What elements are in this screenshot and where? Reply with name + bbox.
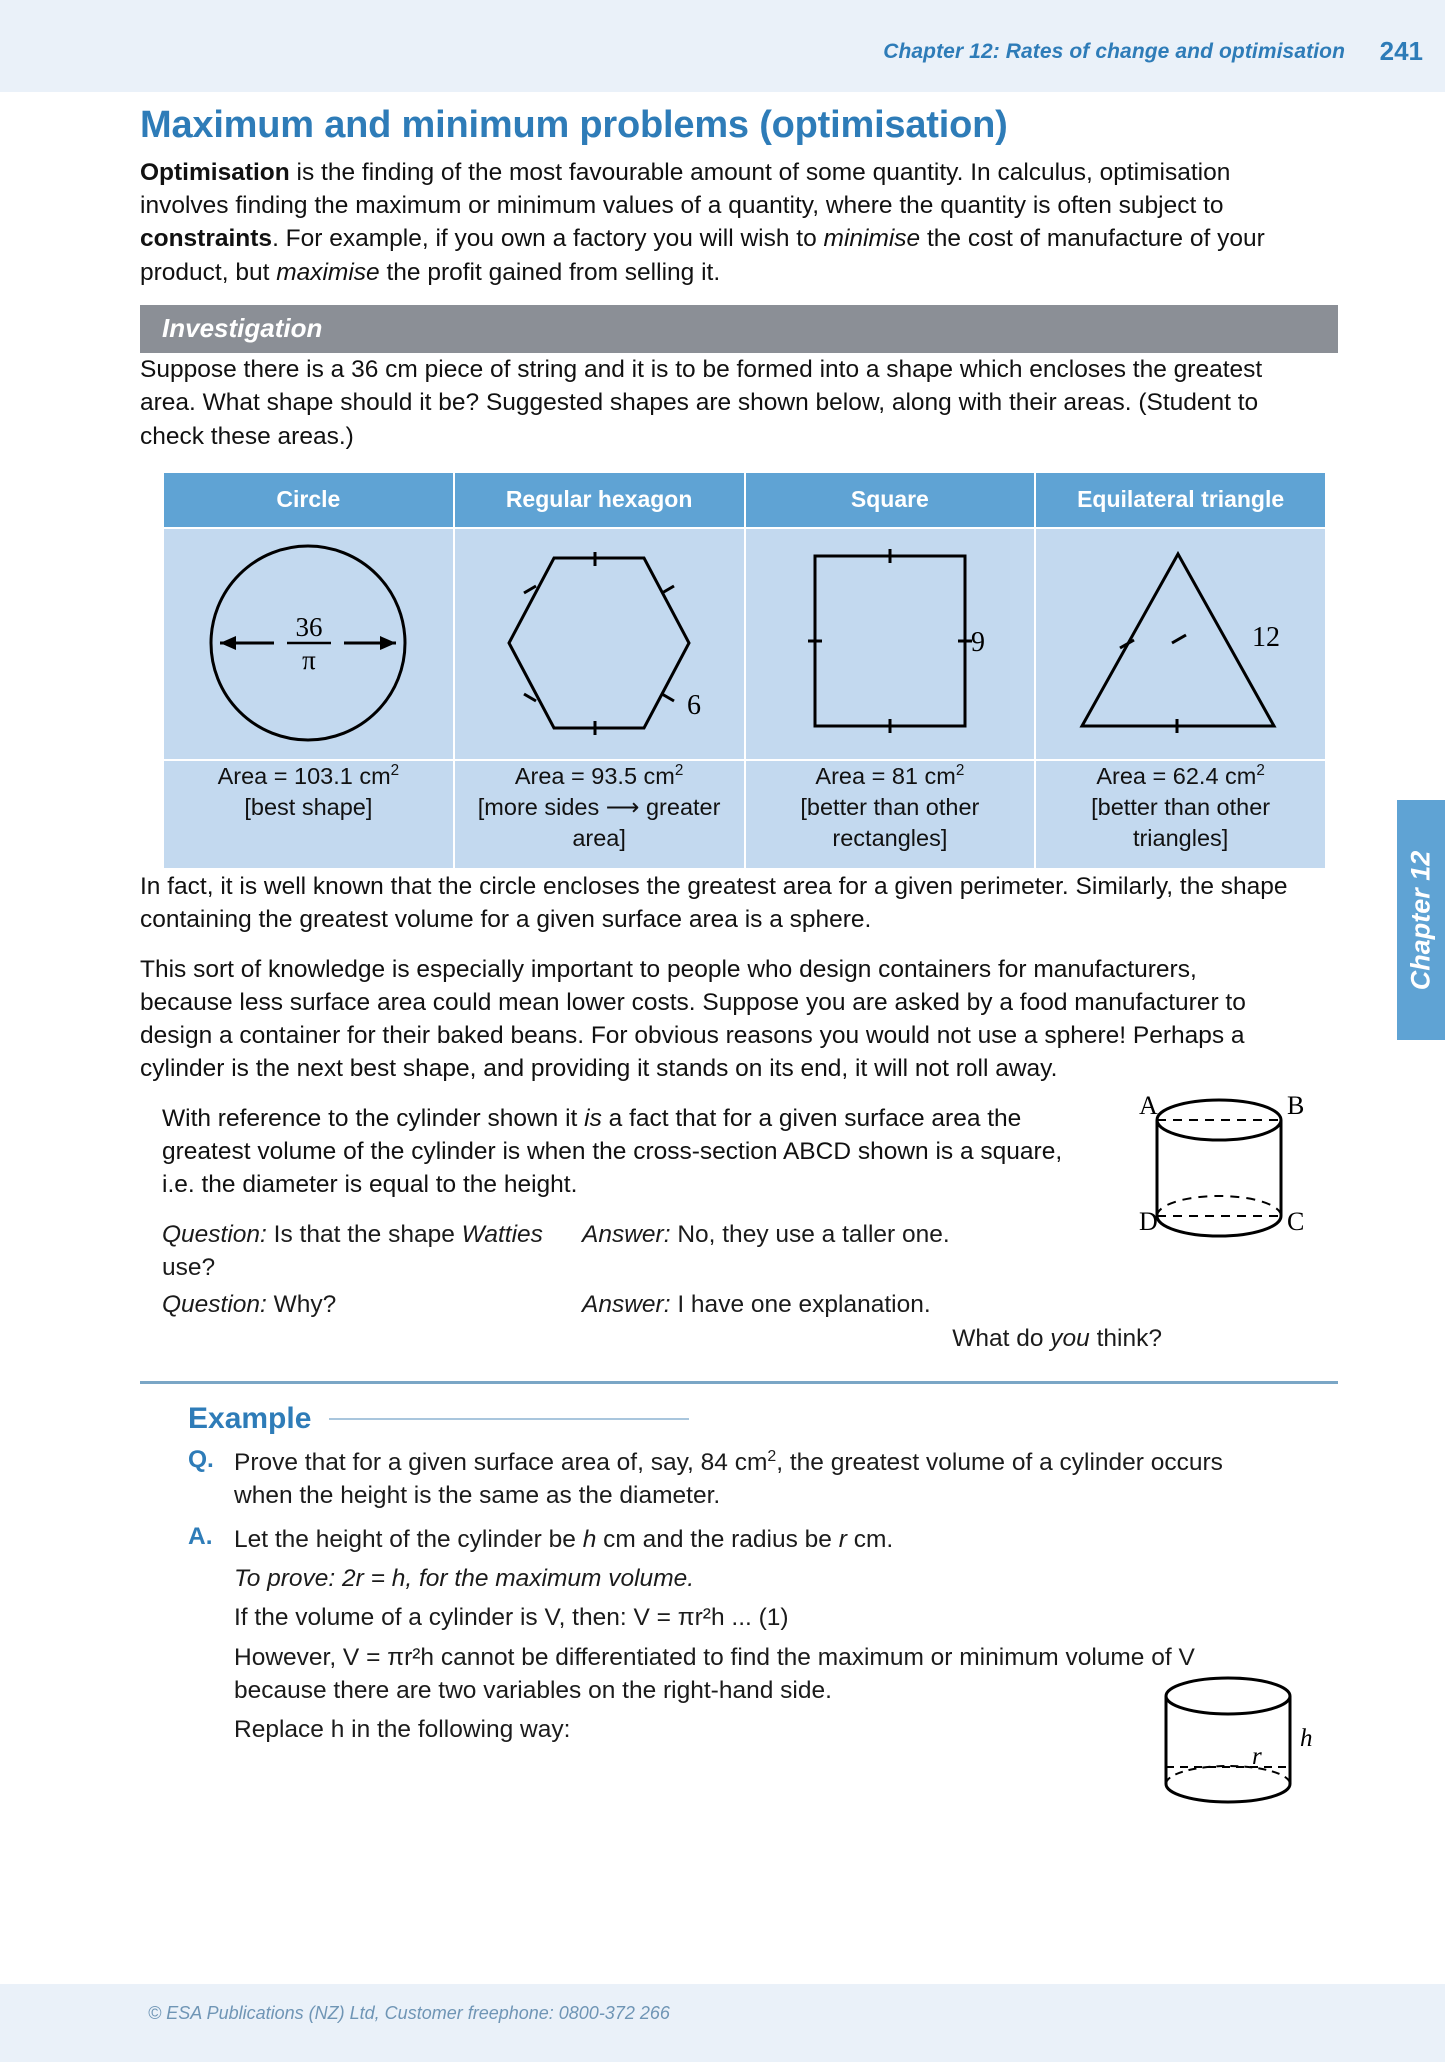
table-figure-row <box>163 528 1326 760</box>
question-1-label: Question: <box>162 1220 267 1248</box>
answer-2-line-2 <box>162 1322 1162 1355</box>
example-radius-label: r <box>1252 1743 1262 1770</box>
shapes-comparison-table <box>162 471 1327 870</box>
cylinder-label-d: D <box>1139 1206 1158 1236</box>
question-2-label: Question: <box>162 1291 267 1319</box>
example-heading-rule <box>329 1418 689 1420</box>
chapter-tab <box>1397 800 1445 1040</box>
square-side-label: 9 <box>970 627 985 659</box>
cell-triangle <box>1035 528 1326 760</box>
section-divider <box>140 1381 1338 1384</box>
square-figure <box>746 529 1035 759</box>
example-a-tag: A. <box>188 1522 213 1550</box>
caption-square-sup: 2 <box>955 762 965 780</box>
answer-2-text: I have one explanation. <box>670 1291 931 1319</box>
cylinder-diagram <box>1127 1088 1312 1258</box>
cylinder-paragraph <box>162 1102 1092 1202</box>
answer-2-line2-italic: you <box>1050 1324 1090 1352</box>
column-header-triangle: Equilateral triangle <box>1035 472 1326 528</box>
cylinder-label-c: C <box>1287 1206 1305 1236</box>
example-a-line-3: If the volume of a cylinder is V, then: V = πr²h ... (1) <box>234 1604 789 1632</box>
caption-square-area: Area = 81 cm <box>815 762 956 789</box>
example-a-line-1-a: Let the height of the cylinder be <box>234 1525 583 1553</box>
cell-square <box>745 528 1036 760</box>
example-a-line-1 <box>234 1523 1274 1556</box>
page-number: 241 <box>1379 36 1423 66</box>
answer-2-line2-b: think? <box>1089 1324 1162 1352</box>
triangle-side-label: 12 <box>1251 622 1280 654</box>
caption-triangle <box>1036 761 1325 868</box>
chapter-tab-label: Chapter 12 <box>1405 850 1436 990</box>
example-question-row <box>188 1446 1335 1513</box>
column-header-circle: Circle <box>163 472 454 528</box>
column-header-square: Square <box>745 472 1036 528</box>
circle-figure <box>164 529 453 759</box>
intro-text-1: is the finding of the most favourable amount of some quantity. In calculus, optimisation involves finding the maximum or minimum values of a quantity, where the quantity is often subject to <box>140 158 1231 219</box>
caption-cell-square <box>745 760 1036 869</box>
cylinder-italic-is: is <box>584 1104 602 1132</box>
caption-triangle-sup: 2 <box>1256 762 1265 780</box>
answer-2-label: Answer: <box>582 1291 671 1319</box>
answer-1-label: Answer: <box>582 1220 671 1248</box>
cylinder-text-b: a fact that for a given surface area the greatest volume of the cylinder is when the cross-section ABCD shown is a square, i.e. the diameter is equal to the height. <box>162 1104 1063 1199</box>
caption-hexagon-area: Area = 93.5 cm <box>514 762 675 789</box>
caption-circle-note: [best shape] <box>244 793 373 820</box>
hexagon-figure <box>455 529 744 759</box>
hexagon-side-label: 6 <box>687 690 702 722</box>
cylinder-text-a: With reference to the cylinder shown it <box>162 1104 585 1132</box>
intro-bold-constraints: constraints <box>140 225 273 253</box>
caption-hexagon-sup: 2 <box>674 762 684 780</box>
intro-text-3: the cost of manufacture of your product, but <box>140 225 1265 286</box>
table-caption-row <box>163 760 1326 869</box>
caption-hexagon <box>455 761 744 868</box>
caption-triangle-area: Area = 62.4 cm <box>1096 762 1257 789</box>
page-content <box>140 104 1335 1753</box>
caption-cell-hexagon <box>454 760 745 869</box>
intro-text-4: the profit gained from selling it. <box>379 258 721 286</box>
question-1-text: Is that the shape <box>266 1220 462 1248</box>
column-header-hexagon: Regular hexagon <box>454 472 745 528</box>
caption-circle <box>164 761 453 837</box>
caption-square-note: [better than other rectangles] <box>800 793 980 851</box>
answer-2-line2-a: What do <box>952 1324 1051 1352</box>
cylinder-section <box>162 1090 1312 1355</box>
example-a-line-5: Replace h in the following way: <box>234 1716 571 1744</box>
cell-hexagon <box>454 528 745 760</box>
cell-circle <box>163 528 454 760</box>
example-a-line-1-c: cm. <box>846 1525 894 1553</box>
qa-row-2 <box>162 1288 1312 1321</box>
footer-copyright: © ESA Publications (NZ) Ltd, Customer freephone: 0800-372 266 <box>148 2003 670 2023</box>
example-a-line-1-b: cm and the radius be <box>596 1525 839 1553</box>
caption-square <box>746 761 1035 868</box>
investigation-heading: Investigation <box>162 313 323 344</box>
question-1-italic: Watties <box>461 1220 543 1248</box>
example-q-text-b: , the greatest volume of a cylinder occurs when the height is the same as the diameter. <box>234 1449 1223 1510</box>
example-a-line-1-h: h <box>582 1525 597 1553</box>
example-q-text-a: Prove that for a given surface area of, say, 84 cm <box>234 1449 768 1477</box>
example-q-body <box>234 1446 1274 1513</box>
paragraph-after-table-1: In fact, it is well known that the circle encloses the greatest area for a given perimeter. Similarly, the shape containing the greatest volume for a given surface area is a sphere. <box>140 872 1288 934</box>
example-a-line-1-r: r <box>838 1525 847 1553</box>
example-cylinder-diagram <box>1133 1672 1333 1822</box>
example-a-line-4: However, V = πr²h cannot be differentiated to find the maximum or minimum volume of V because there are two variables on the right-hand side. <box>234 1643 1195 1705</box>
example-a-line-2-text: 2r = h, for the maximum volume. <box>335 1565 695 1593</box>
table-header-row <box>163 472 1326 528</box>
question-2-text: Why? <box>266 1291 337 1319</box>
cylinder-label-b: B <box>1287 1090 1305 1120</box>
investigation-body: Suppose there is a 36 cm piece of string and it is to be formed into a shape which encloses the greatest area. What shape should it be? Suggested shapes are shown below, along with their areas. (Student to check these areas.) <box>140 355 1263 450</box>
intro-text-2: . For example, if you own a factory you will wish to <box>272 225 824 253</box>
answer-1 <box>582 1218 950 1285</box>
question-1-text2: use? <box>162 1254 216 1282</box>
svg-text:π: π <box>302 645 317 676</box>
example-a-body <box>234 1523 1274 1753</box>
example-height-label: h <box>1300 1725 1313 1752</box>
caption-cell-triangle <box>1035 760 1326 869</box>
triangle-figure <box>1036 529 1325 759</box>
answer-1-text: No, they use a taller one. <box>670 1220 950 1248</box>
paragraph-after-table-2: This sort of knowledge is especially important to people who design containers for manufacturers, because less surface area could mean lower costs. Suppose you are asked by a food manufacturer to design a container for their baked beans. For obvious reasons you would not use a sphere! Perhaps a cylinder is the next best shape, and providing it stands on its end, it will not roll away. <box>140 955 1246 1083</box>
caption-circle-sup: 2 <box>390 762 400 780</box>
svg-text:36: 36 <box>295 612 323 643</box>
caption-cell-circle <box>163 760 454 869</box>
example-q-sup: 2 <box>767 1447 777 1465</box>
running-head: Chapter 12: Rates of change and optimisation <box>883 40 1345 63</box>
answer-2 <box>582 1288 931 1321</box>
intro-bold-optimisation: Optimisation <box>140 158 290 186</box>
question-2 <box>162 1288 582 1321</box>
caption-hexagon-note: [more sides ⟶ greater area] <box>477 793 721 851</box>
cylinder-label-a: A <box>1139 1090 1158 1120</box>
example-q-tag: Q. <box>188 1445 214 1473</box>
example-heading: Example <box>188 1401 312 1435</box>
intro-italic-minimise: minimise <box>823 225 921 253</box>
example-heading-row <box>188 1402 1335 1436</box>
investigation-header-bar <box>140 305 1338 353</box>
question-1 <box>162 1218 582 1285</box>
caption-triangle-note: [better than other triangles] <box>1091 793 1271 851</box>
page-title: Maximum and minimum problems (optimisation) <box>140 104 1008 146</box>
intro-paragraph <box>140 156 1325 289</box>
intro-italic-maximise: maximise <box>276 258 380 286</box>
example-a-line-2 <box>234 1562 1274 1595</box>
example-a-line-2-label: To prove: <box>234 1565 336 1593</box>
caption-circle-area: Area = 103.1 cm <box>217 762 391 789</box>
